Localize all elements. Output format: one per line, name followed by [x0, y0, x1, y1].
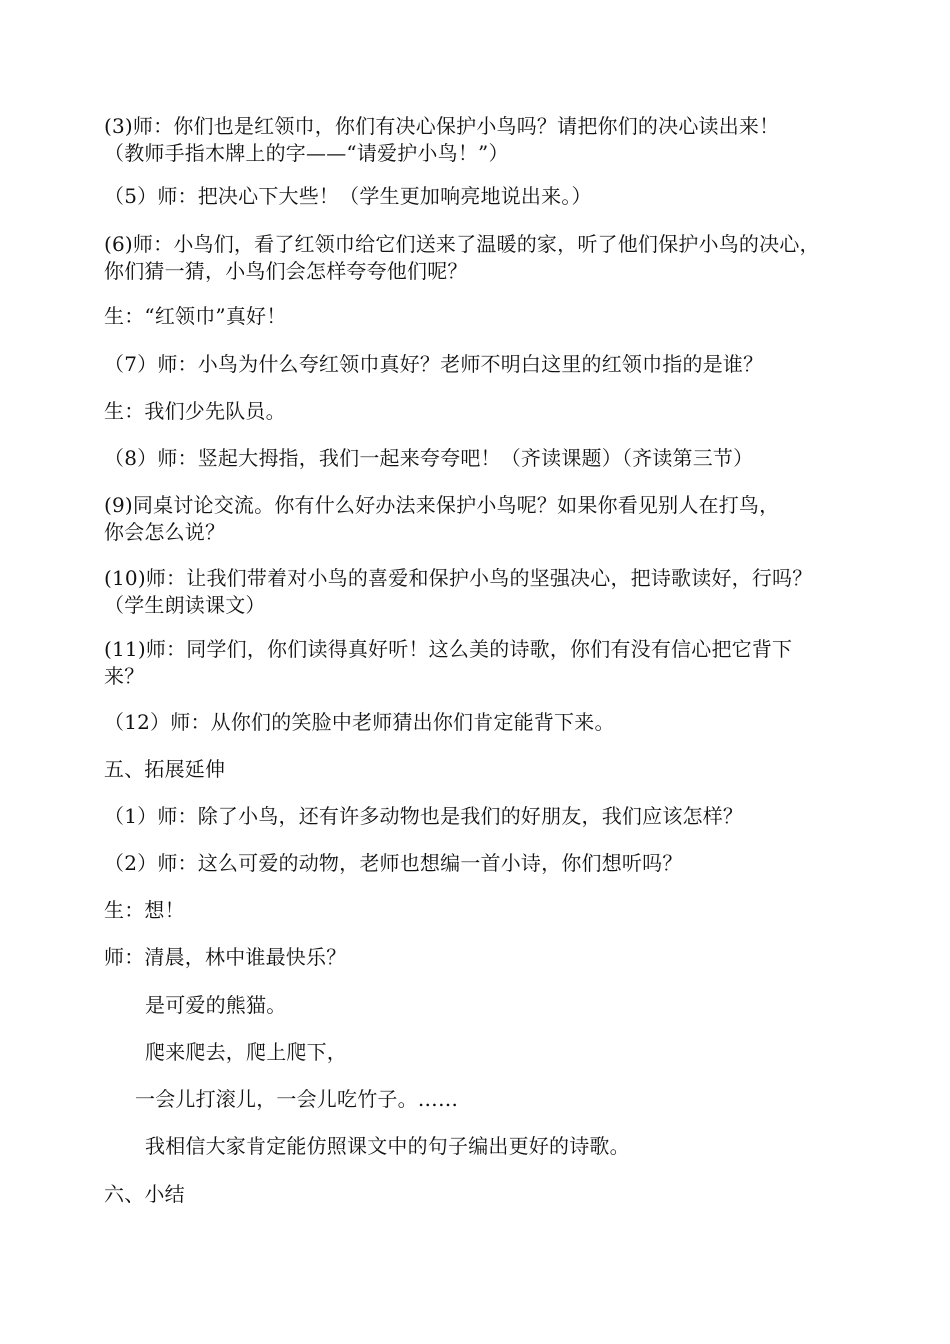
text-line: （教师手指木牌上的字——“请爱护小鸟！”）: [104, 141, 509, 165]
paragraph-teacher-conclusion: [145, 1133, 915, 1160]
text-line: 生：我们少先队员。: [104, 399, 286, 423]
text-line: （1）师：除了小鸟，还有许多动物也是我们的好朋友，我们应该怎样？: [104, 804, 744, 828]
paragraph-step-9: [104, 492, 874, 546]
text-line: (10)师：让我们带着对小鸟的喜爱和保护小鸟的坚强决心，把诗歌读好，行吗？: [104, 566, 813, 590]
text-line: (6)师：小鸟们，看了红领巾给它们送来了温暖的家，听了他们保护小鸟的决心，: [104, 232, 820, 256]
paragraph-student-reply-2: [104, 398, 874, 425]
text-line: 爬来爬去，爬上爬下，: [145, 1040, 347, 1064]
text-line: 师：清晨，林中谁最快乐？: [104, 945, 347, 969]
section-heading-6: [104, 1181, 874, 1208]
paragraph-step-12: [104, 709, 874, 736]
paragraph-step-8: [104, 445, 874, 472]
paragraph-student-reply-1: [104, 303, 874, 330]
poem-line-1: [145, 992, 915, 1019]
paragraph-teacher-poem-intro: [104, 944, 874, 971]
poem-line-2: [145, 1039, 915, 1066]
paragraph-step-7: [104, 351, 874, 378]
text-line: 一会儿打滚儿，一会儿吃竹子。……: [135, 1087, 459, 1111]
text-line: 是可爱的熊猫。: [145, 993, 287, 1017]
text-line: (3)师：你们也是红领巾，你们有决心保护小鸟吗？请把你们的决心读出来！: [104, 114, 780, 138]
text-line: （学生朗读课文）: [104, 593, 266, 617]
text-line: （12）师：从你们的笑脸中老师猜出你们肯定能背下来。: [104, 710, 615, 734]
text-line: (9)同桌讨论交流。你有什么好办法来保护小鸟呢？如果你看见别人在打鸟，: [104, 493, 780, 517]
text-line: 五、拓展延伸: [104, 757, 226, 781]
paragraph-step-11: [104, 636, 874, 690]
paragraph-student-reply-3: [104, 897, 874, 924]
text-line: （8）师：竖起大拇指，我们一起来夸夸吧！（齐读课题）（齐读第三节）: [104, 446, 754, 470]
text-line: （2）师：这么可爱的动物，老师也想编一首小诗，你们想听吗？: [104, 851, 683, 875]
text-line: 来？: [104, 664, 145, 688]
paragraph-step-5: [104, 183, 874, 210]
text-line: （5）师：把决心下大些！（学生更加响亮地说出来。）: [104, 184, 592, 208]
paragraph-step-3: [104, 113, 874, 167]
paragraph-step-10: [104, 565, 874, 619]
text-line: (11)师：同学们，你们读得真好听！这么美的诗歌，你们有没有信心把它背下: [104, 637, 793, 661]
text-line: 你会怎么说？: [104, 520, 226, 544]
section-heading-5: [104, 756, 874, 783]
text-line: 六、小结: [104, 1182, 185, 1206]
text-line: 你们猜一猜，小鸟们会怎样夸夸他们呢？: [104, 259, 468, 283]
paragraph-extension-1: [104, 803, 874, 830]
paragraph-extension-2: [104, 850, 874, 877]
text-line: 我相信大家肯定能仿照课文中的句子编出更好的诗歌。: [145, 1134, 630, 1158]
paragraph-step-6: [104, 231, 874, 285]
poem-line-3: [135, 1086, 905, 1113]
text-line: 生：想！: [104, 898, 185, 922]
text-line: （7）师：小鸟为什么夸红领巾真好？老师不明白这里的红领巾指的是谁？: [104, 352, 764, 376]
text-line: 生：“红领巾”真好！: [104, 304, 287, 328]
